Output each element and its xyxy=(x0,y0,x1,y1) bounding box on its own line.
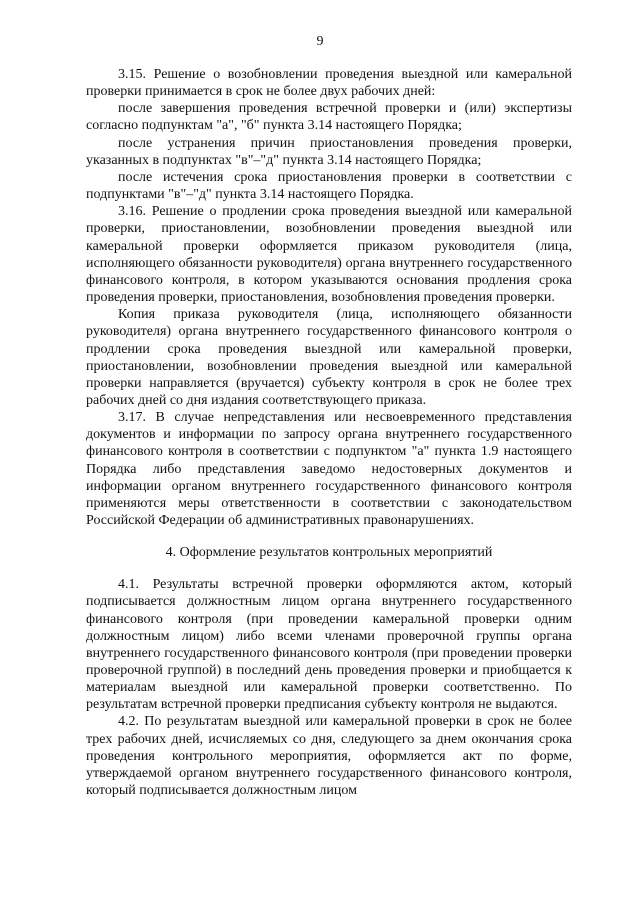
paragraph-3-15-item-a: после завершения проведения встречной проверки и (или) экспертизы согласно подпунктам "а", "б" пункта 3.14 настоящего Порядка; xyxy=(86,101,572,134)
paragraph-3-15-item-c: после истечения срока приостановления проверки в соответствии с подпунктами "в"–"д" пункта 3.14 настоящего Порядка. xyxy=(86,169,572,203)
paragraph-3-16: 3.16. Решение о продлении срока проведения выездной или камеральной проверки, приостановлении, возобновлении проведения выездной или камеральной проверки оформляется приказом руководителя (лица, исполняющего обязанности руководителя) органа внутреннего государственного финансового контроля, в котором указываются основания продления срока проведения проверки, приостановления, возобновления проведения проверки. xyxy=(86,204,572,306)
paragraph-4-2: 4.2. По результатам выездной или камеральной проверки в срок не более трех рабочих дней, исчисляемых со дня, следующего за днем окончания срока проведения контрольного мероприятия, оформляется акт по форме, утверждаемой органом внутреннего государственного финансового контроля, который подписывается должностным лицом xyxy=(86,714,572,799)
paragraph-3-15-item-b: после устранения причин приостановления проведения проверки, указанных в подпунктах "в"–"д" пункта 3.14 настоящего Порядка; xyxy=(86,135,572,168)
paragraph-3-16-copy: Копия приказа руководителя (лица, исполняющего обязанности руководителя) органа внутреннего государственного финансового контроля о продлении срока проведения выездной или камеральной проверки, приостановлении, возобновлении проведения выездной или камеральной проверки направляется (вручается) субъекту контроля в срок не более трех рабочих дней со дня издания соответствующего приказа. xyxy=(86,307,572,408)
document-body xyxy=(86,66,572,799)
paragraph-3-15: 3.15. Решение о возобновлении проведения выездной или камеральной проверки принимается в срок не более двух рабочих дней: xyxy=(86,67,572,100)
paragraph-3-17: 3.17. В случае непредставления или несвоевременного представления документов и информации по запросу органа внутреннего государственного финансового контроля в соответствии с подпунктом "а" пункта 1.9 настоящего Порядка либо представления заведомо недостоверных документов и информации органом внутреннего государственного финансового контроля применяются меры ответственности в соответствии с законодательством Российской Федерации об административных правонарушениях. xyxy=(86,410,572,529)
section-4-heading: 4. Оформление результатов контрольных мероприятий xyxy=(165,545,493,561)
page-number: 9 xyxy=(316,34,324,49)
paragraph-4-1: 4.1. Результаты встречной проверки оформляются актом, который подписывается должностным лицом органа внутреннего государственного финансового контроля (при проведении камеральной проверки одним должностным лицом) либо всеми членами проверочной группы органа внутреннего государственного финансового контроля (при проведении проверки проверочной группой) в последний день проведения проверки и приобщается к материалам выездной или камеральной проверки соответственно. По результатам встречной проверки предписания субъекту контроля не выдаются. xyxy=(86,577,572,713)
